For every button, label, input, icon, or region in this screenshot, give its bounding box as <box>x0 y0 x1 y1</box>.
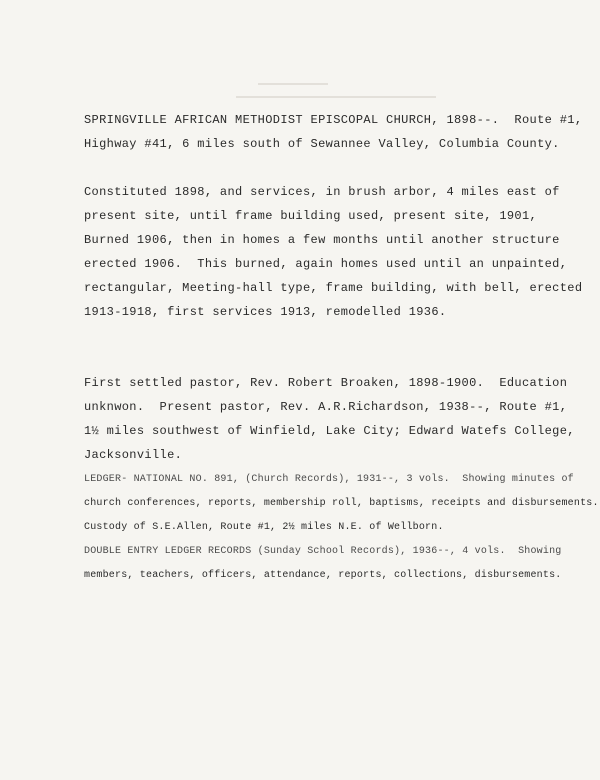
pastors-line: Jacksonville. <box>84 448 183 462</box>
pastors-line: First settled pastor, Rev. Robert Broaken, 1898-1900. Education <box>84 376 568 390</box>
bleed-through-mark <box>258 83 328 85</box>
bleed-through-mark <box>236 96 436 98</box>
records-line: members, teachers, officers, attendance, reports, collections, disbursements. <box>84 570 562 581</box>
records-line: LEDGER- NATIONAL NO. 891, (Church Records), 1931--, 3 vols. Showing minutes of <box>84 474 574 485</box>
history-line: rectangular, Meeting-hall type, frame building, with bell, erected <box>84 281 583 295</box>
history-line: present site, until frame building used, present site, 1901, <box>84 209 538 223</box>
history-line: Burned 1906, then in homes a few months until another structure <box>84 233 560 247</box>
pastors-paragraph <box>84 371 584 467</box>
records-line: DOUBLE ENTRY LEDGER RECORDS (Sunday School Records), 1936--, 4 vols. Showing <box>84 546 562 557</box>
records-list <box>84 468 599 588</box>
history-line: Constituted 1898, and services, in brush arbor, 4 miles east of <box>84 185 560 199</box>
heading-line: SPRINGVILLE AFRICAN METHODIST EPISCOPAL CHURCH, 1898--. Route #1, <box>84 113 583 127</box>
history-paragraph <box>84 180 584 324</box>
records-line: church conferences, reports, membership roll, baptisms, receipts and disbursements. <box>84 498 599 509</box>
pastors-line: 1½ miles southwest of Winfield, Lake City; Edward Watefs College, <box>84 424 575 438</box>
pastors-line: unknwon. Present pastor, Rev. A.R.Richardson, 1938--, Route #1, <box>84 400 568 414</box>
records-line: Custody of S.E.Allen, Route #1, 2½ miles N.E. of Wellborn. <box>84 522 444 533</box>
entry-heading <box>84 108 584 156</box>
history-line: 1913-1918, first services 1913, remodelled 1936. <box>84 305 447 319</box>
history-line: erected 1906. This burned, again homes used until an unpainted, <box>84 257 568 271</box>
heading-line: Highway #41, 6 miles south of Sewannee Valley, Columbia County. <box>84 137 560 151</box>
